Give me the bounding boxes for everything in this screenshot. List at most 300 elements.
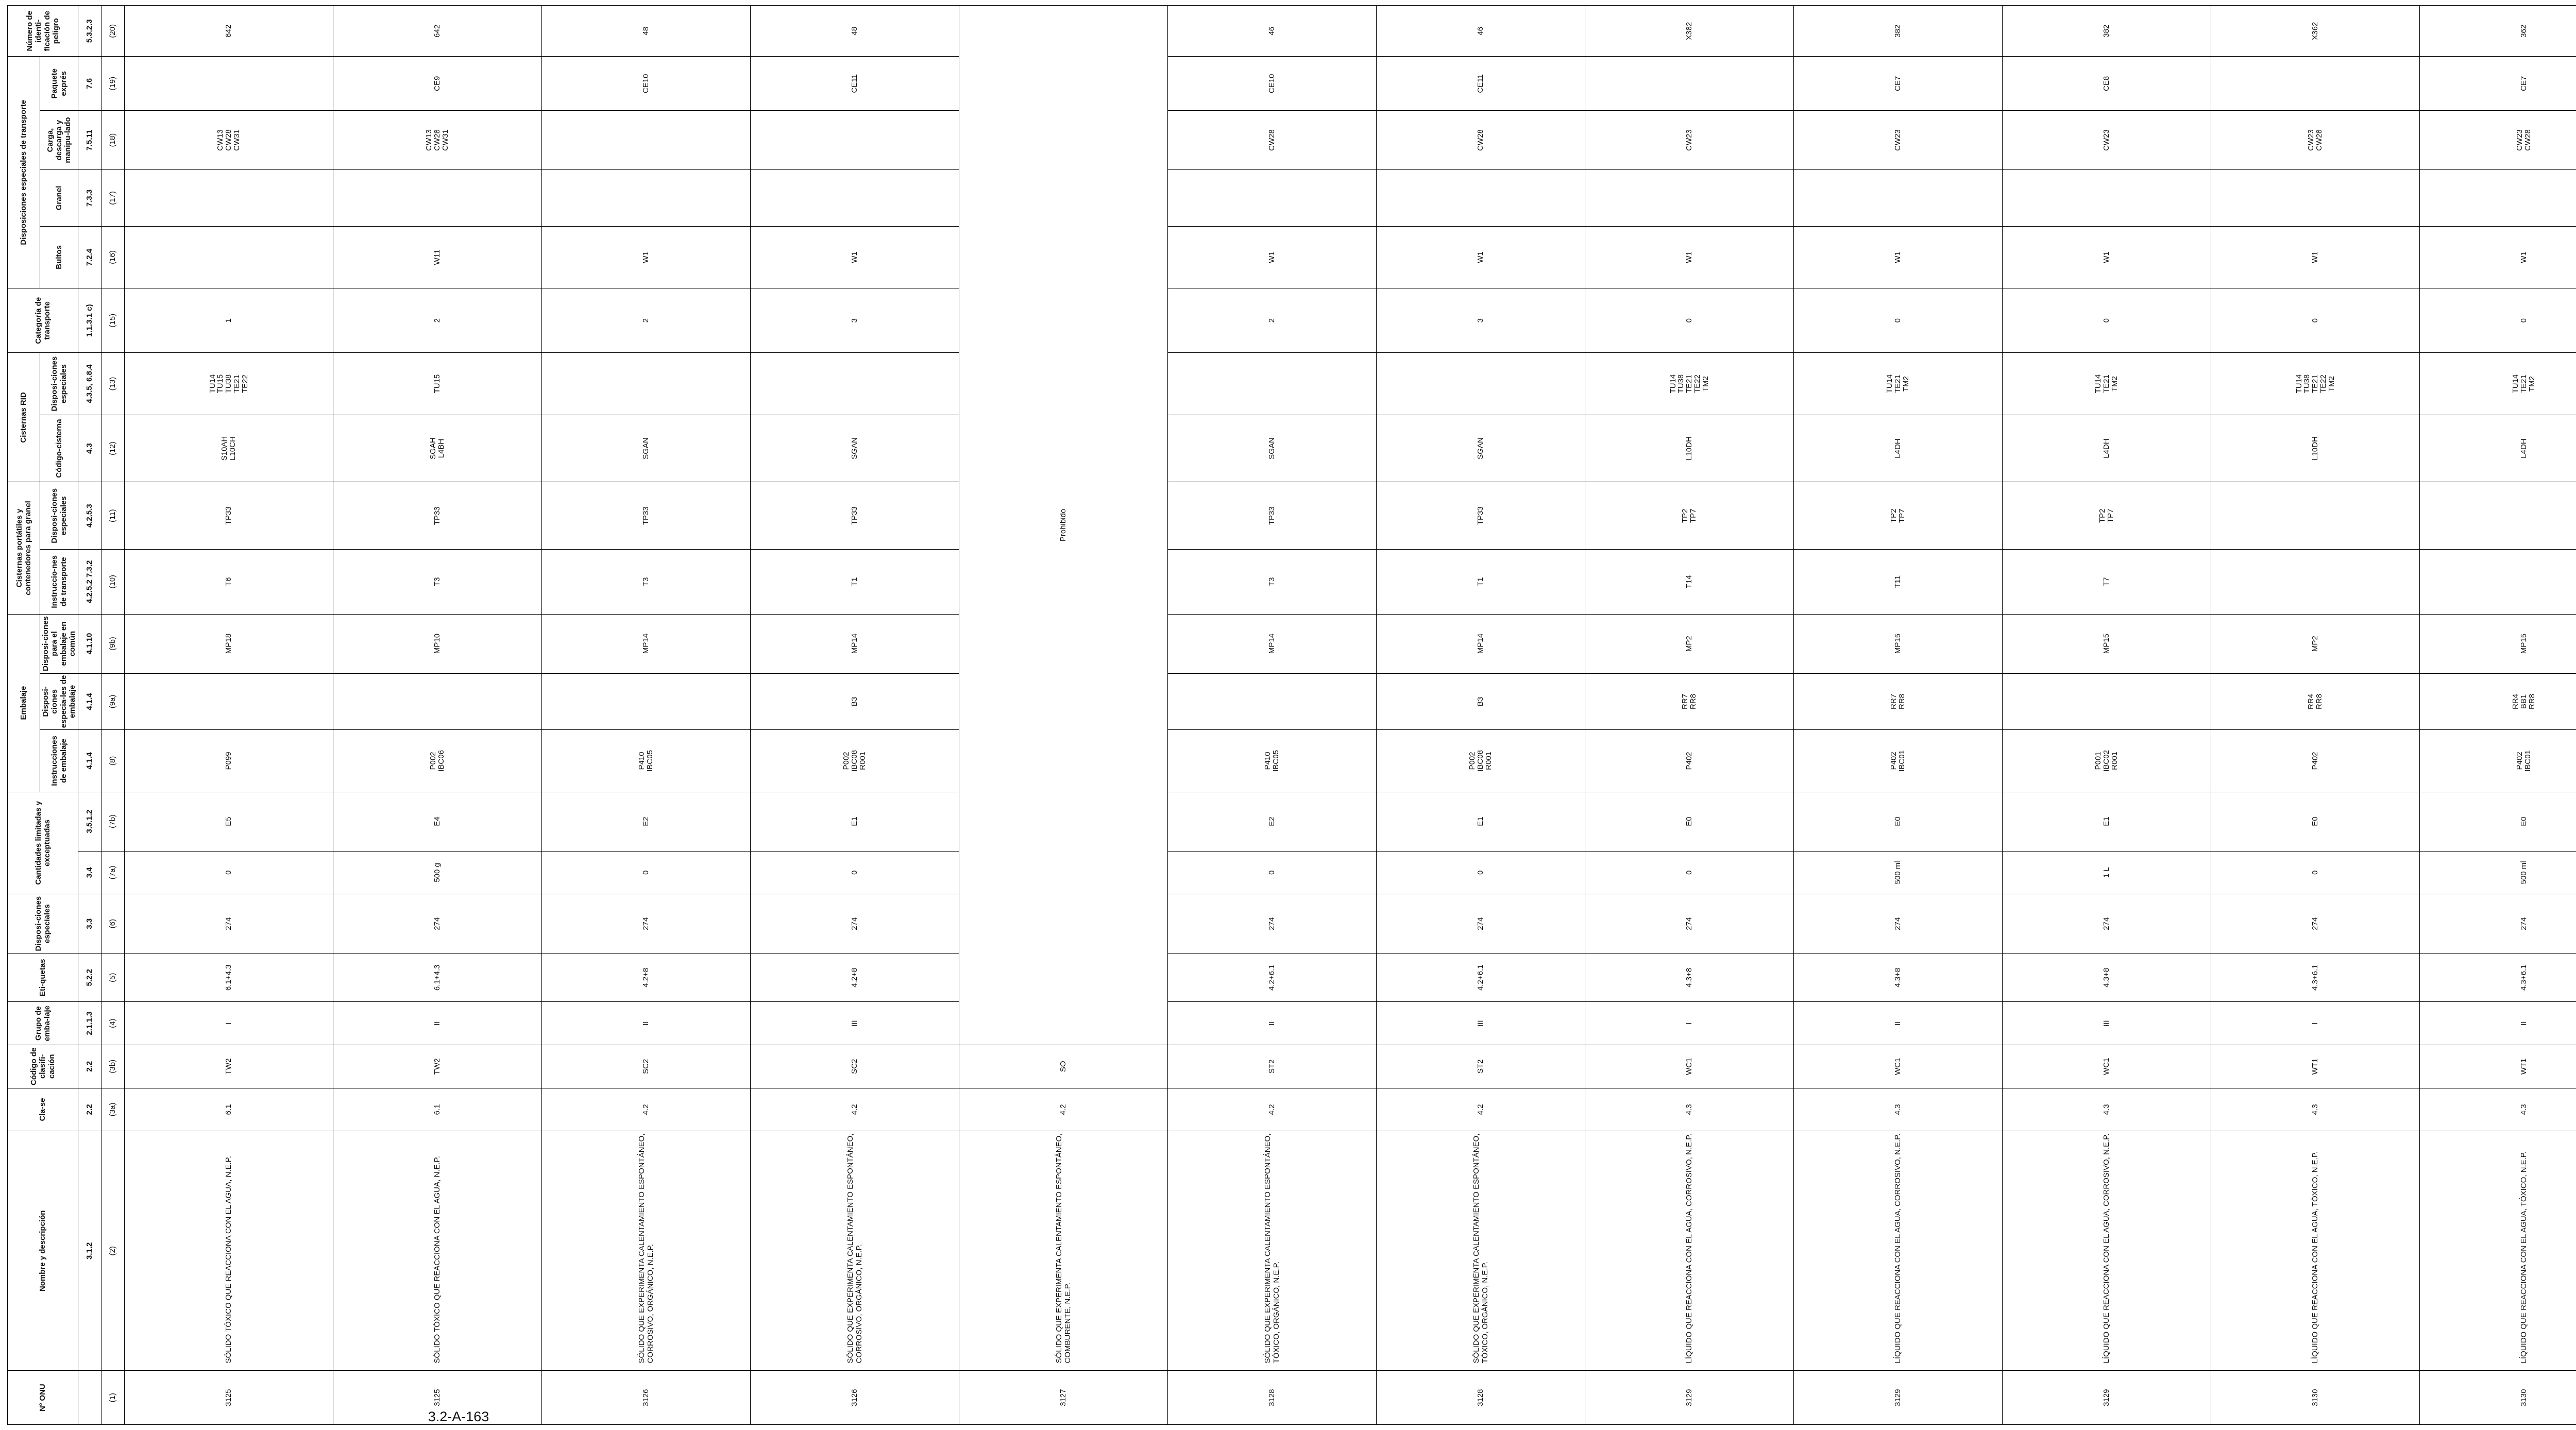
rid-special-provisions-cell [751, 353, 959, 415]
special-packing-provisions-cell: RR7 RR8 [1794, 673, 2003, 730]
limited-quantity-cell: 500 ml [1794, 851, 2003, 894]
column-number: (15) [101, 288, 125, 353]
tank-code-cell: SGAN [1377, 415, 1585, 482]
transport-instructions-cell [2211, 550, 2420, 614]
name-cell: LÍQUIDO QUE REACCIONA CON EL AGUA, TÓXICO, N.E.P. [2211, 1131, 2420, 1371]
ref-cell: 4.3 [78, 415, 101, 482]
column-number: (5) [101, 954, 125, 1002]
limited-quantity-cell: 0 [542, 851, 751, 894]
un-number-cell: 3126 [542, 1371, 751, 1425]
table-row [959, 6, 1168, 1425]
table-row [1168, 6, 1377, 1425]
classification-code-cell: SC2 [542, 1045, 751, 1088]
column-number: (11) [101, 482, 125, 550]
transport-instructions-cell: T11 [1794, 550, 2003, 614]
hazard-number-cell: 46 [1377, 6, 1585, 57]
ref-cell: 4.3.5, 6.8.4 [78, 353, 101, 415]
header-portable-special-provisions: Disposi-ciones especiales [40, 482, 78, 550]
rid-special-provisions-cell [1168, 353, 1377, 415]
hazard-number-cell: 48 [542, 6, 751, 57]
express-parcel-cell: CE7 [2420, 57, 2576, 111]
name-cell: LÍQUIDO QUE REACCIONA CON EL AGUA, CORROSIVO, N.E.P. [2003, 1131, 2211, 1371]
transport-category-cell: 0 [2211, 288, 2420, 353]
portable-special-provisions-cell: TP2 TP7 [2003, 482, 2211, 550]
column-number: (3b) [101, 1045, 125, 1088]
column-number: (6) [101, 894, 125, 954]
transport-category-cell: 0 [1585, 288, 1794, 353]
transport-instructions-cell: T3 [542, 550, 751, 614]
tank-code-cell: SGAN [542, 415, 751, 482]
limited-quantity-cell: 0 [1168, 851, 1377, 894]
ref-cell: 3.5.1.2 [78, 792, 101, 851]
special-provisions-cell: 274 [2211, 894, 2420, 954]
table-row [1377, 6, 1585, 1425]
packing-group-cell: III [2003, 1002, 2211, 1045]
bulk-cell [542, 170, 751, 227]
header-transport-instructions: Instruccio-nes de transporte [40, 550, 78, 614]
packing-group-cell: II [2420, 1002, 2576, 1045]
classification-code-cell: WC1 [1794, 1045, 2003, 1088]
labels-cell: 6.1+4.3 [333, 954, 542, 1002]
packages-cell: W1 [1585, 226, 1794, 288]
column-number: (7b) [101, 792, 125, 851]
special-packing-provisions-cell [1168, 673, 1377, 730]
header-packages: Bultos [40, 226, 78, 288]
table-row [1794, 6, 2003, 1425]
portable-special-provisions-cell: TP33 [751, 482, 959, 550]
transport-instructions-cell: T7 [2003, 550, 2211, 614]
loading-handling-cell: CW23 [1794, 111, 2003, 170]
header-un-number: Nº ONU [8, 1371, 78, 1425]
packing-group-cell: I [1585, 1002, 1794, 1045]
class-cell: 6.1 [125, 1088, 333, 1131]
hazard-number-cell: 382 [2003, 6, 2211, 57]
packages-cell: W1 [1377, 226, 1585, 288]
express-parcel-cell: CE11 [751, 57, 959, 111]
mixed-packing-cell: MP14 [1377, 614, 1585, 673]
column-number: (12) [101, 415, 125, 482]
column-number: (20) [101, 6, 125, 57]
ref-cell: 7.5.11 [78, 111, 101, 170]
labels-cell: 4.3+8 [1794, 954, 2003, 1002]
packing-instructions-cell: P002 IBC08 R001 [1377, 730, 1585, 792]
classification-code-cell: SC2 [751, 1045, 959, 1088]
special-packing-provisions-cell: RR7 RR8 [1585, 673, 1794, 730]
special-provisions-cell: 274 [125, 894, 333, 954]
special-provisions-cell: 274 [1794, 894, 2003, 954]
packages-cell: W1 [542, 226, 751, 288]
hazard-number-cell: 48 [751, 6, 959, 57]
labels-cell: 4.2+6.1 [1377, 954, 1585, 1002]
loading-handling-cell: CW23 [2003, 111, 2211, 170]
un-number-cell: 3128 [1168, 1371, 1377, 1425]
special-provisions-cell: 274 [2003, 894, 2211, 954]
portable-special-provisions-cell: TP2 TP7 [1585, 482, 1794, 550]
loading-handling-cell: CW13 CW28 CW31 [333, 111, 542, 170]
special-provisions-cell: 274 [1168, 894, 1377, 954]
bulk-cell [751, 170, 959, 227]
mixed-packing-cell: MP14 [1168, 614, 1377, 673]
tank-code-cell: L10DH [2211, 415, 2420, 482]
ref-cell: 7.2.4 [78, 226, 101, 288]
ref-cell: 3.1.2 [78, 1131, 101, 1371]
bulk-cell [2211, 170, 2420, 227]
classification-code-cell: WT1 [2211, 1045, 2420, 1088]
un-number-cell: 3130 [2420, 1371, 2576, 1425]
packing-instructions-cell: P402 [1585, 730, 1794, 792]
bulk-cell [2003, 170, 2211, 227]
name-cell: SÓLIDO TÓXICO QUE REACCIONA CON EL AGUA, N.E.P. [333, 1131, 542, 1371]
tank-code-cell: S10AH L10CH [125, 415, 333, 482]
header-labels: Eti-quetas [8, 954, 78, 1002]
packages-cell: W1 [2003, 226, 2211, 288]
header-name: Nombre y descripción [8, 1131, 78, 1371]
labels-cell: 4.2+6.1 [1168, 954, 1377, 1002]
class-cell: 4.2 [959, 1088, 1168, 1131]
mixed-packing-cell: MP18 [125, 614, 333, 673]
rid-special-provisions-cell: TU14 TE21 TM2 [2420, 353, 2576, 415]
mixed-packing-cell: MP10 [333, 614, 542, 673]
packing-group-cell: II [333, 1002, 542, 1045]
classification-code-cell: WC1 [1585, 1045, 1794, 1088]
column-number: (13) [101, 353, 125, 415]
header-packing-instructions: Instrucciones de embalaje [40, 730, 78, 792]
ref-cell: 5.2.2 [78, 954, 101, 1002]
excepted-quantity-cell: E0 [1794, 792, 2003, 851]
un-number-cell: 3127 [959, 1371, 1168, 1425]
un-number-cell: 3126 [751, 1371, 959, 1425]
special-provisions-cell: 274 [1377, 894, 1585, 954]
prohibited-cell: Prohibido [959, 6, 1168, 1045]
ref-cell: 4.1.4 [78, 673, 101, 730]
class-cell: 4.3 [2211, 1088, 2420, 1131]
special-provisions-cell: 274 [333, 894, 542, 954]
rid-special-provisions-cell: TU14 TU38 TE21 TE22 TM2 [2211, 353, 2420, 415]
packages-cell: W1 [2420, 226, 2576, 288]
labels-cell: 6.1+4.3 [125, 954, 333, 1002]
name-cell: SÓLIDO QUE EXPERIMENTA CALENTAMIENTO ESPONTÁNEO, CORROSIVO, ORGÁNICO, N.E.P. [542, 1131, 751, 1371]
packing-group-cell: II [1794, 1002, 2003, 1045]
labels-cell: 4.3+6.1 [2420, 954, 2576, 1002]
tank-code-cell: L10DH [1585, 415, 1794, 482]
class-cell: 4.2 [1377, 1088, 1585, 1131]
table-row [2211, 6, 2420, 1425]
rid-special-provisions-cell: TU14 TE21 TM2 [1794, 353, 2003, 415]
class-cell: 4.3 [2420, 1088, 2576, 1131]
portable-special-provisions-cell: TP33 [1168, 482, 1377, 550]
express-parcel-cell: CE10 [542, 57, 751, 111]
header-limited-quantities: Cantidades limitadas y exceptuadas [8, 792, 78, 894]
portable-special-provisions-cell: TP33 [333, 482, 542, 550]
express-parcel-cell: CE11 [1377, 57, 1585, 111]
excepted-quantity-cell: E0 [1585, 792, 1794, 851]
classification-code-cell: WT1 [2420, 1045, 2576, 1088]
packing-instructions-cell: P002 IBC08 R001 [751, 730, 959, 792]
special-packing-provisions-cell: B3 [1377, 673, 1585, 730]
class-cell: 4.3 [2003, 1088, 2211, 1131]
header-bulk: Granel [40, 170, 78, 227]
excepted-quantity-cell: E0 [2211, 792, 2420, 851]
special-packing-provisions-cell: RR4 BB1 RR8 [2420, 673, 2576, 730]
bulk-cell [1168, 170, 1377, 227]
mixed-packing-cell: MP2 [2211, 614, 2420, 673]
header-hazard-number: Número de identi-ficación de peligro [8, 6, 78, 57]
transport-instructions-cell: T14 [1585, 550, 1794, 614]
packing-instructions-cell: P410 IBC05 [542, 730, 751, 792]
hazard-number-cell: 642 [333, 6, 542, 57]
limited-quantity-cell: 0 [125, 851, 333, 894]
transport-instructions-cell: T3 [333, 550, 542, 614]
loading-handling-cell: CW13 CW28 CW31 [125, 111, 333, 170]
labels-cell: 4.3+6.1 [2211, 954, 2420, 1002]
loading-handling-cell: CW23 CW28 [2420, 111, 2576, 170]
transport-instructions-cell: T1 [1377, 550, 1585, 614]
tank-code-cell: L4DH [2420, 415, 2576, 482]
special-packing-provisions-cell [333, 673, 542, 730]
packing-instructions-cell: P410 IBC05 [1168, 730, 1377, 792]
class-cell: 6.1 [333, 1088, 542, 1131]
class-cell: 4.3 [1794, 1088, 2003, 1131]
transport-category-cell: 3 [751, 288, 959, 353]
transport-category-cell: 3 [1377, 288, 1585, 353]
bulk-cell [125, 170, 333, 227]
express-parcel-cell: CE8 [2003, 57, 2211, 111]
name-cell: SÓLIDO QUE EXPERIMENTA CALENTAMIENTO ESPONTÁNEO, CORROSIVO, ORGÁNICO, N.E.P. [751, 1131, 959, 1371]
name-cell: LÍQUIDO QUE REACCIONA CON EL AGUA, CORROSIVO, N.E.P. [1585, 1131, 1794, 1371]
excepted-quantity-cell: E2 [542, 792, 751, 851]
ref-cell: 1.1.3.1 c) [78, 288, 101, 353]
limited-quantity-cell: 0 [2211, 851, 2420, 894]
ref-cell: 3.3 [78, 894, 101, 954]
special-packing-provisions-cell [2003, 673, 2211, 730]
excepted-quantity-cell: E0 [2420, 792, 2576, 851]
tank-code-cell: L4DH [2003, 415, 2211, 482]
column-number: (9a) [101, 673, 125, 730]
bulk-cell [1585, 170, 1794, 227]
excepted-quantity-cell: E4 [333, 792, 542, 851]
name-cell: LÍQUIDO QUE REACCIONA CON EL AGUA, TÓXICO, N.E.P. [2420, 1131, 2576, 1371]
transport-instructions-cell: T6 [125, 550, 333, 614]
class-cell: 4.2 [542, 1088, 751, 1131]
transport-instructions-cell: T3 [1168, 550, 1377, 614]
name-cell: SÓLIDO QUE EXPERIMENTA CALENTAMIENTO ESPONTÁNEO, TÓXICO, ORGÁNICO, N.E.P. [1377, 1131, 1585, 1371]
packing-instructions-cell: P001 IBC02 R001 [2003, 730, 2211, 792]
express-parcel-cell [2211, 57, 2420, 111]
special-provisions-cell: 274 [1585, 894, 1794, 954]
column-number: (3a) [101, 1088, 125, 1131]
ref-cell: 7.6 [78, 57, 101, 111]
header-classification-code: Código de clasifi-cación [8, 1045, 78, 1088]
ref-cell: 2.2 [78, 1088, 101, 1131]
packing-group-cell: III [751, 1002, 959, 1045]
portable-special-provisions-cell: TP33 [1377, 482, 1585, 550]
un-number-cell: 3130 [2211, 1371, 2420, 1425]
express-parcel-cell: CE10 [1168, 57, 1377, 111]
header-packaging: Embalaje [8, 614, 40, 792]
class-cell: 4.3 [1585, 1088, 1794, 1131]
excepted-quantity-cell: E2 [1168, 792, 1377, 851]
loading-handling-cell [751, 111, 959, 170]
express-parcel-cell [125, 57, 333, 111]
classification-code-cell: ST2 [1377, 1045, 1585, 1088]
dangerous-goods-table [7, 5, 2576, 1425]
class-cell: 4.2 [751, 1088, 959, 1131]
loading-handling-cell: CW28 [1377, 111, 1585, 170]
column-number: (17) [101, 170, 125, 227]
ref-cell: 3.4 [78, 851, 101, 894]
name-cell: LÍQUIDO QUE REACCIONA CON EL AGUA, CORROSIVO, N.E.P. [1794, 1131, 2003, 1371]
transport-instructions-cell: T1 [751, 550, 959, 614]
hazard-number-cell: 362 [2420, 6, 2576, 57]
transport-instructions-cell [2420, 550, 2576, 614]
packages-cell: W1 [2211, 226, 2420, 288]
header-mixed-packing: Disposi-ciones para el embalaje en común [40, 614, 78, 673]
excepted-quantity-cell: E1 [2003, 792, 2211, 851]
header-rid-tanks: Cisternas RID [8, 353, 40, 482]
column-number: (9b) [101, 614, 125, 673]
mixed-packing-cell: MP2 [1585, 614, 1794, 673]
rid-special-provisions-cell [1377, 353, 1585, 415]
table-row [751, 6, 959, 1425]
mixed-packing-cell: MP14 [542, 614, 751, 673]
portable-special-provisions-cell: TP2 TP7 [1794, 482, 2003, 550]
table-row [333, 6, 542, 1425]
header-transport-category: Categoría de transporte [8, 288, 78, 353]
un-number-cell: 3125 [333, 1371, 542, 1425]
table-row [542, 6, 751, 1425]
packing-instructions-cell: P402 IBC01 [1794, 730, 2003, 792]
limited-quantity-cell: 500 ml [2420, 851, 2576, 894]
name-cell: SÓLIDO QUE EXPERIMENTA CALENTAMIENTO ESPONTÁNEO, COMBURENTE, N.E.P. [959, 1131, 1168, 1371]
header-class: Cla-se [8, 1088, 78, 1131]
transport-category-cell: 0 [2420, 288, 2576, 353]
bulk-cell [1377, 170, 1585, 227]
column-number: (4) [101, 1002, 125, 1045]
header-loading-handling: Carga, descarga y manipu-lado [40, 111, 78, 170]
hazard-number-cell: X362 [2211, 6, 2420, 57]
limited-quantity-cell: 1 L [2003, 851, 2211, 894]
special-provisions-cell: 274 [751, 894, 959, 954]
packages-cell: W1 [751, 226, 959, 288]
packing-instructions-cell: P099 [125, 730, 333, 792]
header-transport-provisions: Disposiciones especiales de transporte [8, 57, 40, 288]
name-cell: SÓLIDO QUE EXPERIMENTA CALENTAMIENTO ESPONTÁNEO, TÓXICO, ORGÁNICO, N.E.P. [1168, 1131, 1377, 1371]
rid-special-provisions-cell: TU14 TU38 TE21 TE22 TM2 [1585, 353, 1794, 415]
packing-group-cell: I [125, 1002, 333, 1045]
special-packing-provisions-cell [542, 673, 751, 730]
class-cell: 4.2 [1168, 1088, 1377, 1131]
loading-handling-cell: CW23 CW28 [2211, 111, 2420, 170]
mixed-packing-cell: MP15 [2420, 614, 2576, 673]
portable-special-provisions-cell: TP33 [125, 482, 333, 550]
limited-quantity-cell: 500 g [333, 851, 542, 894]
classification-code-cell: WC1 [2003, 1045, 2211, 1088]
packages-cell: W1 [1794, 226, 2003, 288]
ref-cell: 2.1.1.3 [78, 1002, 101, 1045]
ref-cell: 2.2 [78, 1045, 101, 1088]
tank-code-cell: SGAN [751, 415, 959, 482]
classification-code-cell: SO [959, 1045, 1168, 1088]
header-portable-tanks: Cisternas portátiles y contenedores para granel [8, 482, 40, 614]
table-row [125, 6, 333, 1425]
special-packing-provisions-cell: B3 [751, 673, 959, 730]
bulk-cell [1794, 170, 2003, 227]
packing-instructions-cell: P402 IBC01 [2420, 730, 2576, 792]
rid-special-provisions-cell: TU14 TU15 TU38 TE21 TE22 [125, 353, 333, 415]
rid-special-provisions-cell: TU14 TE21 TM2 [2003, 353, 2211, 415]
packing-group-cell: I [2211, 1002, 2420, 1045]
classification-code-cell: TW2 [333, 1045, 542, 1088]
column-number: (2) [101, 1131, 125, 1371]
packing-group-cell: II [542, 1002, 751, 1045]
transport-category-cell: 0 [2003, 288, 2211, 353]
rid-special-provisions-cell [542, 353, 751, 415]
classification-code-cell: TW2 [125, 1045, 333, 1088]
hazard-number-cell: 642 [125, 6, 333, 57]
header-rid-special-provisions: Disposi-ciones especiales [40, 353, 78, 415]
ref-cell: 5.3.2.3 [78, 6, 101, 57]
ref-cell: 7.3.3 [78, 170, 101, 227]
labels-cell: 4.3+8 [1585, 954, 1794, 1002]
mixed-packing-cell: MP15 [1794, 614, 2003, 673]
hazard-number-cell: 46 [1168, 6, 1377, 57]
header-special-packing-provisions: Disposi-ciones especia-les de embalaje [40, 673, 78, 730]
classification-code-cell: ST2 [1168, 1045, 1377, 1088]
rid-special-provisions-cell: TU15 [333, 353, 542, 415]
portable-special-provisions-cell [2420, 482, 2576, 550]
tank-code-cell: SGAH L4BH [333, 415, 542, 482]
limited-quantity-cell: 0 [1585, 851, 1794, 894]
packages-cell: W11 [333, 226, 542, 288]
column-number: (19) [101, 57, 125, 111]
table-row [2003, 6, 2211, 1425]
limited-quantity-cell: 0 [751, 851, 959, 894]
un-number-cell: 3128 [1377, 1371, 1585, 1425]
mixed-packing-cell: MP15 [2003, 614, 2211, 673]
bulk-cell [333, 170, 542, 227]
un-number-cell: 3129 [1794, 1371, 2003, 1425]
mixed-packing-cell: MP14 [751, 614, 959, 673]
loading-handling-cell [542, 111, 751, 170]
transport-category-cell: 0 [1794, 288, 2003, 353]
special-packing-provisions-cell [125, 673, 333, 730]
header-express-parcel: Paquete exprés [40, 57, 78, 111]
excepted-quantity-cell: E1 [751, 792, 959, 851]
tank-code-cell: L4DH [1794, 415, 2003, 482]
hazard-number-cell: 382 [1794, 6, 2003, 57]
ref-cell: 4.1.4 [78, 730, 101, 792]
packages-cell [125, 226, 333, 288]
table-body [125, 6, 2576, 1425]
transport-category-cell: 1 [125, 288, 333, 353]
un-number-cell: 3125 [125, 1371, 333, 1425]
special-provisions-cell: 274 [542, 894, 751, 954]
limited-quantity-cell: 0 [1377, 851, 1585, 894]
portable-special-provisions-cell [2211, 482, 2420, 550]
column-number: (16) [101, 226, 125, 288]
labels-cell: 4.2+8 [751, 954, 959, 1002]
ref-cell: 4.2.5.3 [78, 482, 101, 550]
header-tank-code: Código-cisterna [40, 415, 78, 482]
packing-instructions-cell: P402 [2211, 730, 2420, 792]
excepted-quantity-cell: E1 [1377, 792, 1585, 851]
labels-cell: 4.2+8 [542, 954, 751, 1002]
transport-category-cell: 2 [1168, 288, 1377, 353]
column-number: (1) [101, 1371, 125, 1425]
hazard-number-cell: X382 [1585, 6, 1794, 57]
labels-cell: 4.3+8 [2003, 954, 2211, 1002]
column-number: (8) [101, 730, 125, 792]
